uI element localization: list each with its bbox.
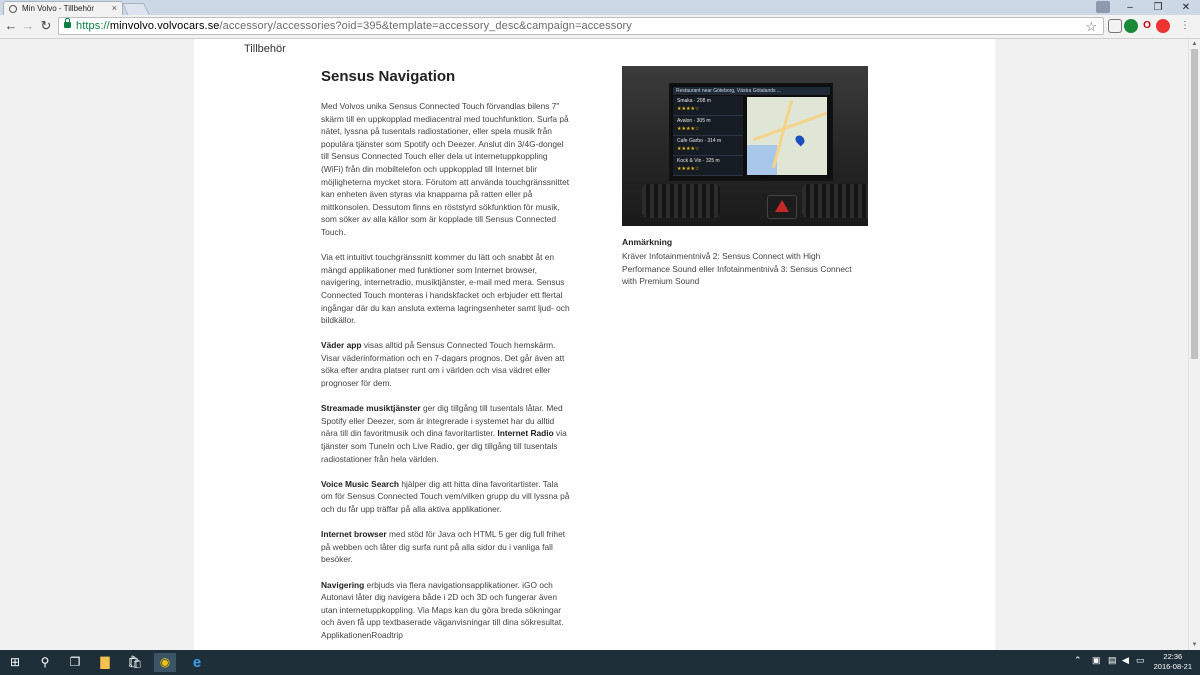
profile-icon[interactable] [1096, 1, 1110, 13]
paragraph-intro: Med Volvos unika Sensus Connected Touch förvandlas bilens 7" skärm till en uppkopplad mediacentral med touchfunktion. Surfa på nätet, lyssna på tusentals radiostationer, eller spela musik från populära tjänster som Spotify och Deezer. Anslut din 3/4G-dongel till Sensus Connected Touch eller dela ut internetuppkoppling (WiFi) från din mobiltelefon och uppkopplad till Internet blir möjligheterna mycket stora. Förutom att använda touchgränssnittet kan enheten även styras via knapparna på ratten eller på mittkonsolen. Dessutom finns en röststyrd sökfunktion för musik, som söker av alla källor som är kopplade till Sensus Connected Touch. [321, 101, 570, 237]
volume-icon[interactable]: ◀ [1122, 655, 1129, 665]
content-column [194, 39, 995, 650]
back-button[interactable]: ← [4, 18, 18, 33]
chrome-taskbar-icon[interactable]: ◉ [154, 653, 176, 672]
hazard-icon [767, 195, 797, 219]
description [321, 100, 571, 650]
system-clock[interactable] [1154, 652, 1192, 672]
screen-header: Restaurant near Göteborg, Västra Götalands ... [673, 87, 830, 95]
minimize-button[interactable]: – [1127, 2, 1133, 13]
notifications-icon[interactable]: ▭ [1136, 655, 1145, 665]
search-icon[interactable]: ⚲ [40, 655, 50, 669]
tab-title: Min Volvo - Tillbehör [22, 4, 95, 13]
internet-explorer-icon[interactable]: e [192, 654, 202, 671]
scroll-up-icon[interactable]: ▲ [1191, 41, 1198, 47]
paragraph-streaming: Streamade musiktjänster ger dig tillgång till tusentals låtar. Med Spotify eller Deezer, som är integrerade i systemet har du alltid nära till din favoritmusik och dina favoritartister. Internet Radio via tjänster som TuneIn och Live Radio, ger dig tillgång till tusentals radiostationer från hela världen. [321, 403, 567, 464]
note-heading: Anmärkning [622, 237, 673, 247]
clock-date: 2016-08-21 [1153, 662, 1192, 671]
paragraph-weather: Väder app visas alltid på Sensus Connected Touch hemskärm. Visar väderinformation och en 7-dagars prognos. Det går även att söka efter andra platser runt om i världen och visa vädret eller prognoser för dem. [321, 340, 565, 389]
result-row: Smaka · 208 m ★★★★☆ [673, 96, 743, 116]
tab-close-icon[interactable]: × [111, 3, 117, 13]
forward-button[interactable]: → [21, 18, 35, 33]
breadcrumb[interactable]: Tillbehör [244, 43, 286, 55]
network-icon[interactable]: ▤ [1108, 655, 1117, 665]
opera-extension-icon[interactable]: O [1143, 20, 1151, 31]
windows-taskbar [0, 650, 1200, 675]
store-icon[interactable]: 🛍 [127, 655, 143, 669]
page-title: Sensus Navigation [321, 68, 456, 85]
chrome-menu-icon[interactable]: ⋮ [1180, 20, 1190, 31]
extension-green-icon[interactable] [1124, 19, 1138, 33]
tray-app-icon[interactable]: ▣ [1092, 655, 1101, 665]
page-viewport [0, 39, 1188, 650]
tab-min-volvo[interactable] [3, 1, 123, 16]
lock-icon [64, 22, 71, 28]
cast-icon[interactable] [1108, 19, 1122, 33]
result-row: Avalon · 305 m ★★★★☆ [673, 116, 743, 136]
bookmark-star-icon[interactable]: ☆ [1085, 19, 1097, 34]
scrollbar-thumb[interactable] [1191, 49, 1198, 359]
paragraph-voice-search: Voice Music Search hjälper dig att hitta dina favoritartister. Tala om för Sensus Connected Touch vem/vilken grupp du vill lyssna på och du får upp träffar på alla aktiva applikationer. [321, 478, 570, 514]
clock-time: 22:36 [1163, 652, 1183, 661]
scroll-down-icon[interactable]: ▼ [1191, 642, 1198, 648]
result-row: Kock & Vin · 325 m ★★★★☆ [673, 156, 743, 176]
sensus-product-image [622, 66, 868, 226]
paragraph-navigation: Navigering erbjuds via flera navigationsapplikationer. iGO och Autonavi låter dig navigera både i 2D och 3D och fungerar även utan internetuppkoppling. Via Maps kan du göra breda sökningar och även få upp textbaserade väganvisningar till dina sökresultat. ApplikationenRoadtrip [321, 579, 564, 640]
infotainment-screen [669, 83, 833, 181]
close-window-button[interactable]: ✕ [1181, 2, 1191, 13]
result-row: Cafe Garbo · 314 m ★★★★☆ [673, 136, 743, 156]
extension-red-icon[interactable] [1156, 19, 1170, 33]
task-view-icon[interactable]: ❐ [69, 655, 81, 669]
url-text[interactable]: https://minvolvo.volvocars.se/accessory/accessories?oid=395&template=accessory_desc&campaign=accessory [76, 20, 632, 32]
start-icon[interactable]: ⊞ [9, 655, 21, 669]
tab-strip [0, 0, 1200, 15]
paragraph-browser: Internet browser med stöd för Java och HTML 5 ger dig full frihet på webben och låter dig surfa runt på alla sidor du i vanliga fall besöker. [321, 529, 566, 565]
maximize-button[interactable]: ❐ [1153, 2, 1163, 13]
reload-button[interactable]: ↻ [40, 18, 52, 33]
paragraph-touch: Via ett intuitivt touchgränssnitt kommer du lätt och snabbt åt en mängd applikationer med funktioner som Internet browser, navigering, internetradio, musiktjänster, e-mail med mera. Sensus Connected Touch monteras i handskfacket och erbjuder ett flertal ingångar där du kan ansluta externa lagringsenheter samt ljud- och bildkällor. [321, 252, 570, 326]
browser-toolbar [0, 15, 1200, 39]
file-explorer-icon[interactable]: ▇ [100, 655, 110, 669]
volvo-favicon-icon [9, 5, 17, 13]
page-scrollbar[interactable] [1188, 39, 1200, 650]
note-text: Kräver Infotainmentnivå 2: Sensus Connect with High Performance Sound eller Infotainmentnivå 3: Sensus Connect with Premium Sound [622, 251, 852, 287]
address-bar[interactable] [58, 17, 1104, 35]
tray-arrow-icon[interactable]: ⌃ [1074, 655, 1082, 665]
